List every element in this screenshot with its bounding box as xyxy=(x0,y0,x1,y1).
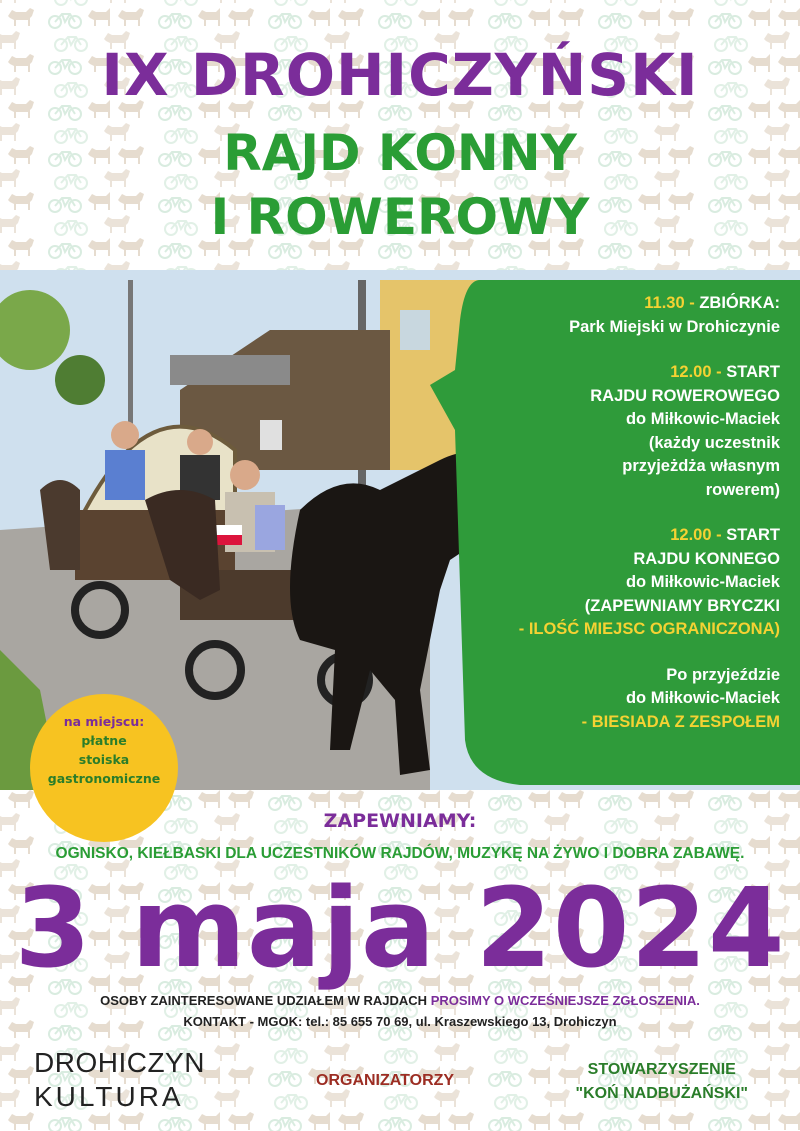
bike-start-title: START xyxy=(726,363,780,381)
schedule-item-bike-start xyxy=(450,361,780,502)
gathering-title: ZBIÓRKA: xyxy=(699,294,780,312)
feast-line-2: do Miłkowic-Maciek xyxy=(625,689,780,707)
logo-top-text: DROHICZYN xyxy=(34,1047,205,1078)
registration-note xyxy=(0,993,800,1008)
horse-line-3: (ZAPEWNIAMY BRYCZKI xyxy=(584,596,780,615)
drohiczyn-kultura-logo xyxy=(32,1044,212,1124)
title-line-3: I ROWEROWY xyxy=(210,188,590,246)
feast-line-1: Po przyjeździe xyxy=(666,665,780,684)
badge-line-3: stoiska xyxy=(78,752,130,767)
schedule-item-feast xyxy=(450,664,780,735)
bike-line-4: przyjeżdża własnym xyxy=(622,457,780,475)
badge-line-4: gastronomiczne xyxy=(47,771,161,786)
association-line-2: "KOŃ NADBUŻAŃSKI" xyxy=(575,1085,748,1102)
schedule-item-horse-start xyxy=(450,524,780,642)
provide-text: OGNISKO, KIEŁBASKI DLA UCZESTNIKÓW RAJDÓW, MUZYKĘ NA ŻYWO I DOBRA ZABAWĘ. xyxy=(55,845,745,862)
time-3: 12.00 - xyxy=(670,526,722,544)
horse-note: - ILOŚĆ MIEJSC OGRANICZONA) xyxy=(518,620,780,638)
schedule xyxy=(450,292,780,756)
horse-line-2: do Miłkowic-Maciek xyxy=(625,573,780,591)
badge-line-1: na miejscu: xyxy=(63,714,145,729)
association-line-1: STOWARZYSZENIE xyxy=(587,1061,736,1078)
bike-line-1: RAJDU ROWEROWEGO xyxy=(590,386,780,405)
gathering-place: Park Miejski w Drohiczynie xyxy=(569,317,780,336)
title-line-2: RAJD KONNY xyxy=(223,124,577,182)
badge-line-2: płatne xyxy=(81,733,127,748)
time-1: 11.30 - xyxy=(644,294,695,312)
organizers-label: ORGANIZATORZY xyxy=(316,1072,455,1089)
contact-info: KONTAKT - MGOK: tel.: 85 655 70 69, ul. Kraszewskiego 13, Drohiczyn xyxy=(183,1014,617,1029)
registration-note-request: PROSIMY O WCZEŚNIEJSZE ZGŁOSZENIA. xyxy=(430,993,700,1008)
horse-start-title: START xyxy=(726,526,780,544)
registration-note-main: OSOBY ZAINTERESOWANE UDZIAŁEM W RAJDACH xyxy=(100,993,428,1008)
provide-heading: ZAPEWNIAMY: xyxy=(323,810,477,832)
title-line-1: IX DROHICZYŃSKI xyxy=(101,41,699,109)
association-name xyxy=(576,1058,749,1106)
time-2: 12.00 - xyxy=(670,363,722,381)
bike-line-5: rowerem) xyxy=(705,480,780,499)
feast-note: - BIESIADA Z ZESPOŁEM xyxy=(581,712,780,731)
horse-line-1: RAJDU KONNEGO xyxy=(633,549,780,568)
food-stands-text xyxy=(30,712,178,788)
bike-line-3: (każdy uczestnik xyxy=(648,433,780,452)
schedule-item-gathering xyxy=(450,292,780,339)
event-date: 3 maja 2024 xyxy=(14,864,786,992)
bike-line-2: do Miłkowic-Maciek xyxy=(625,410,780,428)
logo-bottom-text: KULTURA xyxy=(34,1081,184,1112)
